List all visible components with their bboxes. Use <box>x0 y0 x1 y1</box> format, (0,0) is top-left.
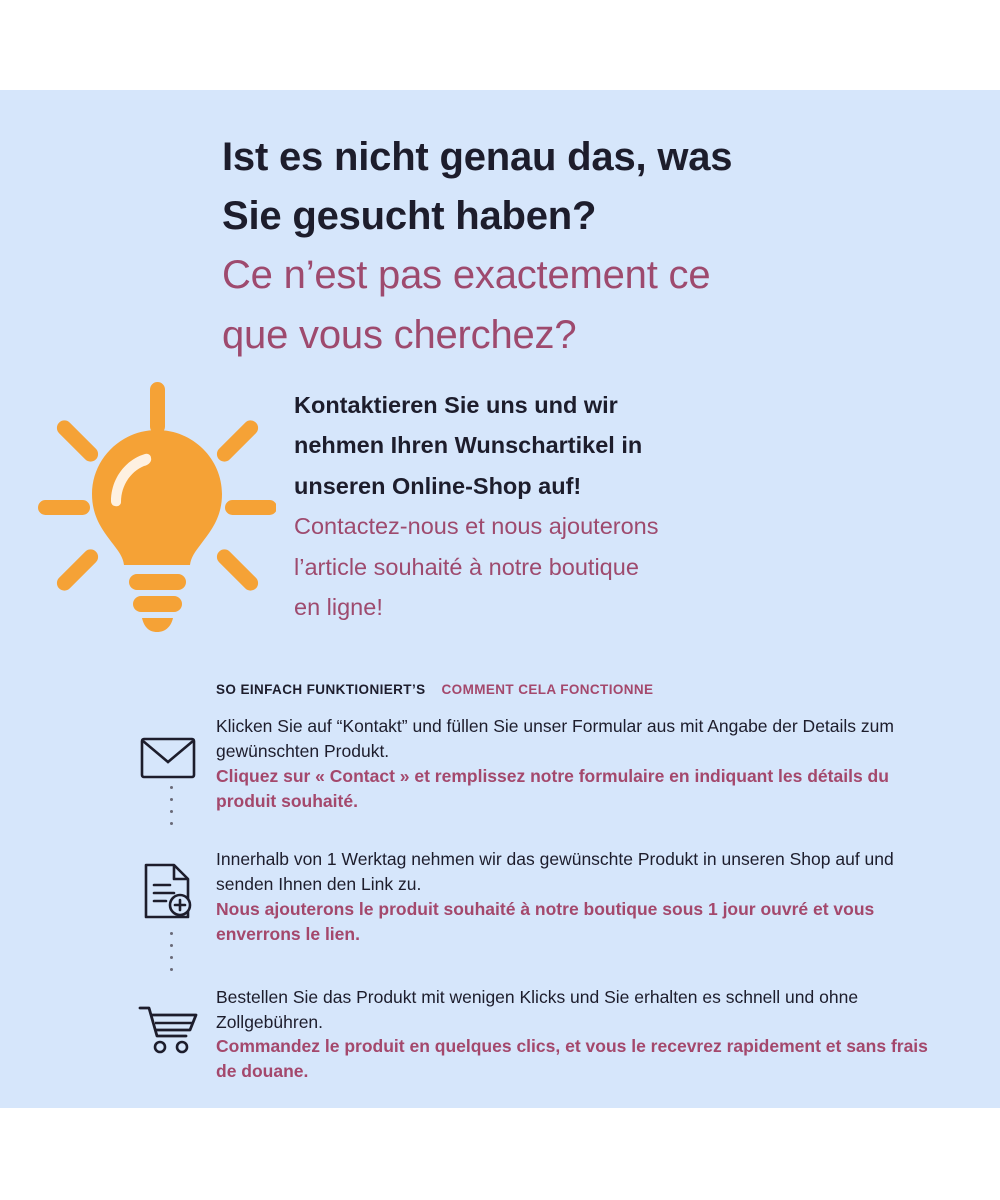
intro-de-line3: unseren Online-Shop auf! <box>294 472 582 499</box>
headline-de-line2: Sie gesucht haben? <box>222 194 597 239</box>
headline-de-line1: Ist es nicht genau das, was <box>222 135 733 179</box>
list-item <box>120 706 940 813</box>
headline-block <box>222 128 942 365</box>
step-fr-text: Commandez le produit en quelques clics, et vous le recevrez rapidement et sans frais de douane. <box>216 1036 928 1082</box>
how-it-works-heading-de: SO EINFACH FUNKTIONIERT’S <box>216 682 426 697</box>
step-text <box>216 839 940 946</box>
envelope-icon <box>120 706 216 804</box>
step-fr-text: Cliquez sur « Contact » et remplissez notre formulaire en indiquant les détails du produit souhaité. <box>216 765 889 811</box>
document-add-icon <box>120 839 216 937</box>
steps-list <box>120 706 940 1084</box>
how-it-works-heading <box>216 682 653 697</box>
intro-fr-line3: en ligne! <box>294 594 383 621</box>
intro-block <box>294 385 894 627</box>
shopping-cart-icon <box>120 977 216 1075</box>
step-de-text: Klicken Sie auf “Kontakt” und füllen Sie unser Formular aus mit Angabe der Details zum gewünschten Produkt. <box>216 716 894 761</box>
headline-fr-line1: Ce n’est pas exactement ce <box>222 253 711 298</box>
lightbulb-icon <box>38 382 276 632</box>
how-it-works-heading-fr: COMMENT CELA FONCTIONNE <box>441 682 654 697</box>
intro-de-line2: nehmen Ihren Wunschartikel in <box>294 432 643 459</box>
step-text <box>216 706 940 813</box>
step-fr-text: Nous ajouterons le produit souhaité à notre boutique sous 1 jour ouvré et vous enverrons le lien. <box>216 899 875 944</box>
headline-fr-line2: que vous cherchez? <box>222 312 577 357</box>
list-item <box>120 839 940 946</box>
list-item <box>120 977 940 1084</box>
step-de-text: Bestellen Sie das Produkt mit wenigen Klicks und Sie erhalten es schnell und ohne Zollgebühren. <box>216 986 859 1032</box>
intro-fr-line1: Contactez-nous et nous ajouterons <box>294 513 659 540</box>
step-text <box>216 977 940 1084</box>
intro-fr-line2: l’article souhaité à notre boutique <box>294 553 639 580</box>
step-de-text: Innerhalb von 1 Werktag nehmen wir das gewünschte Produkt in unseren Shop auf und senden Ihnen den Link zu. <box>216 849 894 895</box>
intro-de-line1: Kontaktieren Sie uns und wir <box>294 392 618 418</box>
